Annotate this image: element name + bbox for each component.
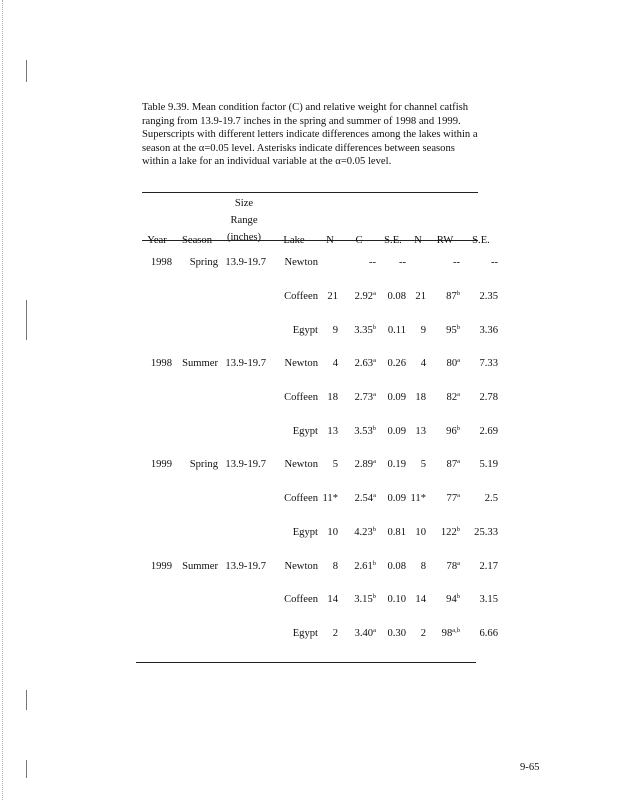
- cell-lake-value: Newton: [284, 257, 318, 269]
- cell-se-rw: [462, 617, 500, 651]
- cell-n: [320, 617, 340, 651]
- header-n-rw: N: [414, 235, 422, 246]
- cell-season: [174, 617, 220, 651]
- cell-n-rw: [408, 246, 428, 280]
- cell-season-value: Summer: [182, 358, 218, 370]
- cell-lake-value: Newton: [284, 560, 318, 572]
- cell-c-value: 3.15: [354, 594, 373, 606]
- cell-rw: [428, 549, 462, 583]
- cell-season: [174, 381, 220, 415]
- header-lake: Lake: [283, 235, 305, 246]
- cell-lake-value: Coffeen: [284, 594, 318, 606]
- cell-year: [140, 448, 174, 482]
- cell-n-value: 9: [332, 324, 338, 336]
- cell-n: [320, 583, 340, 617]
- cell-rw-value: 78: [446, 560, 458, 572]
- cell-year: [140, 313, 174, 347]
- cell-rw-value: 87: [446, 459, 458, 471]
- cell-rw: [428, 280, 462, 314]
- cell-n-value: 4: [332, 358, 338, 370]
- cell-rw-superscript: a: [457, 492, 460, 500]
- header-season: Season: [181, 235, 212, 246]
- cell-year: [140, 549, 174, 583]
- cell-rw-value: 82: [446, 392, 458, 404]
- cell-lake: [268, 347, 320, 381]
- cell-lake-value: Coffeen: [284, 493, 318, 505]
- cell-size-range: [220, 482, 268, 516]
- cell-se-rw: [462, 516, 500, 550]
- cell-c-value: 3.40: [354, 627, 374, 639]
- cell-se-rw-value: 3.15: [479, 594, 498, 606]
- cell-lake: [268, 482, 320, 516]
- cell-season: [174, 482, 220, 516]
- cell-size-range: [220, 448, 268, 482]
- cell-n: [320, 313, 340, 347]
- cell-year: [140, 381, 174, 415]
- cell-season: [174, 280, 220, 314]
- cell-se-value: --: [398, 257, 406, 269]
- cell-year: [140, 617, 174, 651]
- cell-se: [378, 414, 408, 448]
- cell-c-superscript: b: [372, 323, 376, 331]
- cell-year: [140, 347, 174, 381]
- cell-size-range: [220, 246, 268, 280]
- cell-se: [378, 549, 408, 583]
- scan-edge-tick: [26, 300, 27, 340]
- cell-n-rw-value: 10: [415, 526, 426, 538]
- cell-c: [340, 549, 378, 583]
- cell-lake: [268, 313, 320, 347]
- cell-lake: [268, 246, 320, 280]
- cell-rw-superscript: b: [456, 525, 460, 533]
- cell-c-superscript: a: [373, 626, 376, 634]
- table-row: [140, 313, 500, 347]
- cell-se-rw: [462, 313, 500, 347]
- cell-se-rw-value: 5.19: [479, 459, 498, 471]
- cell-se-rw-value: --: [490, 257, 498, 269]
- cell-se-rw-value: 7.33: [479, 358, 498, 370]
- cell-size-range: [220, 313, 268, 347]
- cell-se-rw: [462, 347, 500, 381]
- cell-n-rw: [408, 482, 428, 516]
- cell-n-rw-value: 9: [420, 324, 426, 336]
- cell-se-rw: [462, 381, 500, 415]
- cell-rw-value: 77: [446, 493, 458, 505]
- cell-lake: [268, 617, 320, 651]
- cell-se-value: 0.81: [387, 526, 406, 538]
- cell-se: [378, 280, 408, 314]
- cell-c: [340, 313, 378, 347]
- cell-c-value: 3.35: [354, 324, 373, 336]
- scan-edge-tick: [26, 60, 27, 82]
- cell-rw: [428, 313, 462, 347]
- cell-rw-value: 95: [446, 324, 457, 336]
- cell-size-range-value: 13.9-19.7: [225, 459, 266, 471]
- cell-se-value: 0.30: [387, 627, 406, 639]
- header-n: N: [326, 235, 334, 246]
- cell-rw: [428, 414, 462, 448]
- header-se-rw: S.E.: [472, 235, 490, 246]
- table-row: [140, 617, 500, 651]
- cell-year-value: 1998: [150, 257, 172, 269]
- header-year: Year: [147, 235, 167, 246]
- cell-se: [378, 516, 408, 550]
- scan-edge-tick: [26, 760, 27, 778]
- cell-se: [378, 381, 408, 415]
- cell-se-value: 0.09: [387, 392, 406, 404]
- header-size-range: Size Range (inches): [226, 198, 262, 243]
- cell-season: [174, 313, 220, 347]
- cell-size-range: [220, 381, 268, 415]
- cell-n-rw-value: 18: [415, 392, 426, 404]
- cell-lake: [268, 549, 320, 583]
- cell-lake-value: Egypt: [292, 425, 318, 437]
- cell-size-range: [220, 617, 268, 651]
- cell-rw-value: 87: [446, 291, 457, 303]
- cell-size-range: [220, 280, 268, 314]
- cell-size-range: [220, 549, 268, 583]
- table-row: [140, 381, 500, 415]
- cell-n: [320, 414, 340, 448]
- cell-year: [140, 482, 174, 516]
- cell-season: [174, 583, 220, 617]
- table-body: [140, 246, 500, 650]
- cell-rw-superscript: b: [456, 323, 460, 331]
- cell-rw-superscript: b: [456, 424, 460, 432]
- cell-n-rw: [408, 313, 428, 347]
- cell-c-value: 4.23: [354, 526, 373, 538]
- header-rw: RW: [436, 235, 454, 246]
- cell-rw: [428, 246, 462, 280]
- cell-lake: [268, 381, 320, 415]
- cell-c-superscript: a: [373, 492, 376, 500]
- cell-n: [320, 246, 340, 280]
- cell-n: [320, 280, 340, 314]
- cell-se-rw-value: 6.66: [479, 627, 498, 639]
- header-se: S.E.: [384, 235, 402, 246]
- cell-se-rw-value: 2.17: [479, 560, 498, 572]
- cell-rw: [428, 617, 462, 651]
- cell-rw-superscript: a: [457, 559, 460, 567]
- cell-c-value: 2.89: [354, 459, 374, 471]
- cell-n-value: 18: [327, 392, 338, 404]
- cell-c-superscript: b: [372, 424, 376, 432]
- cell-n-rw: [408, 381, 428, 415]
- cell-n-rw: [408, 617, 428, 651]
- cell-rw-value: 94: [446, 594, 457, 606]
- cell-n-rw-value: 13: [415, 425, 426, 437]
- cell-c-value: 2.73: [354, 392, 374, 404]
- cell-season: [174, 448, 220, 482]
- cell-c: [340, 347, 378, 381]
- cell-c-value: --: [368, 257, 376, 269]
- cell-year-value: 1999: [150, 560, 172, 572]
- cell-lake: [268, 280, 320, 314]
- cell-se-value: 0.09: [387, 493, 406, 505]
- cell-lake: [268, 583, 320, 617]
- cell-c: [340, 414, 378, 448]
- table-row: [140, 482, 500, 516]
- cell-n-rw-value: 5: [420, 459, 426, 471]
- cell-season: [174, 516, 220, 550]
- cell-c-superscript: a: [373, 458, 376, 466]
- cell-lake-value: Egypt: [292, 324, 318, 336]
- cell-n: [320, 549, 340, 583]
- cell-season: [174, 549, 220, 583]
- cell-c: [340, 280, 378, 314]
- table-header-row: [140, 195, 500, 246]
- cell-c-superscript: a: [373, 290, 376, 298]
- cell-se-rw: [462, 549, 500, 583]
- cell-se-rw-value: 2.35: [479, 291, 498, 303]
- cell-size-range: [220, 583, 268, 617]
- cell-n-rw: [408, 583, 428, 617]
- cell-se-rw: [462, 583, 500, 617]
- cell-rw: [428, 448, 462, 482]
- cell-n-rw: [408, 280, 428, 314]
- cell-lake-value: Egypt: [292, 526, 318, 538]
- cell-se-rw-value: 2.5: [484, 493, 498, 505]
- cell-year: [140, 280, 174, 314]
- cell-rw-value: --: [452, 257, 460, 269]
- cell-rw: [428, 347, 462, 381]
- cell-year: [140, 414, 174, 448]
- table-row: [140, 516, 500, 550]
- cell-size-range-value: 13.9-19.7: [225, 560, 266, 572]
- cell-se-value: 0.08: [387, 291, 406, 303]
- cell-se: [378, 617, 408, 651]
- cell-se-rw: [462, 482, 500, 516]
- cell-rw-value: 96: [446, 425, 457, 437]
- table-row: [140, 549, 500, 583]
- header-c: C: [355, 235, 363, 246]
- cell-year: [140, 516, 174, 550]
- cell-lake-value: Egypt: [292, 627, 318, 639]
- cell-se-rw: [462, 414, 500, 448]
- cell-se: [378, 246, 408, 280]
- cell-c-superscript: b: [372, 559, 376, 567]
- cell-season-value: Spring: [189, 257, 218, 269]
- cell-se: [378, 313, 408, 347]
- cell-c-value: 2.63: [354, 358, 374, 370]
- page-number: 9-65: [520, 762, 540, 773]
- cell-c-superscript: a: [373, 357, 376, 365]
- cell-c-value: 2.92: [354, 291, 374, 303]
- cell-season-value: Spring: [189, 459, 218, 471]
- cell-lake-value: Newton: [284, 459, 318, 471]
- cell-se: [378, 448, 408, 482]
- cell-n-rw: [408, 516, 428, 550]
- cell-season: [174, 347, 220, 381]
- scan-edge-marks: [2, 0, 11, 800]
- cell-n-value: 11*: [322, 493, 338, 505]
- cell-n-value: 14: [327, 594, 338, 606]
- cell-se-rw: [462, 448, 500, 482]
- cell-n-rw-value: 11*: [410, 493, 426, 505]
- cell-n-value: 13: [327, 425, 338, 437]
- cell-size-range: [220, 414, 268, 448]
- cell-se-value: 0.11: [387, 324, 406, 336]
- cell-se-rw-value: 2.78: [479, 392, 498, 404]
- cell-se: [378, 347, 408, 381]
- cell-lake-value: Coffeen: [284, 392, 318, 404]
- table-row: [140, 246, 500, 280]
- cell-n-value: 8: [332, 560, 338, 572]
- cell-c: [340, 381, 378, 415]
- cell-rw-superscript: a: [457, 391, 460, 399]
- cell-n-rw-value: 2: [420, 627, 426, 639]
- cell-season-value: Summer: [182, 560, 218, 572]
- cell-se-rw-value: 3.36: [479, 324, 498, 336]
- cell-c: [340, 617, 378, 651]
- cell-lake-value: Newton: [284, 358, 318, 370]
- cell-rw-superscript: b: [456, 593, 460, 601]
- cell-lake: [268, 448, 320, 482]
- cell-rw-superscript: a,b: [452, 626, 460, 634]
- cell-season: [174, 246, 220, 280]
- cell-n-rw: [408, 549, 428, 583]
- cell-c-superscript: a: [373, 391, 376, 399]
- table-row: [140, 448, 500, 482]
- table-bottom-rule: [136, 662, 476, 663]
- cell-c: [340, 583, 378, 617]
- cell-rw-superscript: a: [457, 458, 460, 466]
- cell-c-value: 2.54: [354, 493, 374, 505]
- cell-size-range-value: 13.9-19.7: [225, 257, 266, 269]
- cell-se-rw: [462, 246, 500, 280]
- cell-n: [320, 482, 340, 516]
- scan-edge-tick: [26, 690, 27, 710]
- cell-lake: [268, 414, 320, 448]
- cell-n-rw-value: 14: [415, 594, 426, 606]
- data-table: [140, 195, 500, 650]
- cell-rw: [428, 482, 462, 516]
- cell-year-value: 1998: [150, 358, 172, 370]
- cell-rw: [428, 381, 462, 415]
- cell-se-value: 0.10: [387, 594, 406, 606]
- cell-se-rw-value: 25.33: [474, 526, 498, 538]
- cell-se-value: 0.08: [387, 560, 406, 572]
- cell-se: [378, 482, 408, 516]
- cell-n: [320, 381, 340, 415]
- cell-n: [320, 448, 340, 482]
- cell-rw-value: 98: [441, 627, 453, 639]
- cell-size-range-value: 13.9-19.7: [225, 358, 266, 370]
- cell-rw-superscript: a: [457, 357, 460, 365]
- cell-c-superscript: b: [372, 525, 376, 533]
- cell-n-rw: [408, 448, 428, 482]
- cell-size-range: [220, 516, 268, 550]
- cell-rw-superscript: b: [456, 290, 460, 298]
- table-row: [140, 280, 500, 314]
- cell-rw-value: 80: [446, 358, 458, 370]
- table-row: [140, 347, 500, 381]
- cell-c: [340, 448, 378, 482]
- cell-season: [174, 414, 220, 448]
- cell-n: [320, 516, 340, 550]
- cell-se-rw: [462, 280, 500, 314]
- cell-c-superscript: b: [372, 593, 376, 601]
- cell-rw: [428, 583, 462, 617]
- cell-rw-value: 122: [440, 526, 457, 538]
- table-top-rule: [142, 192, 478, 193]
- cell-n-rw: [408, 347, 428, 381]
- cell-rw: [428, 516, 462, 550]
- cell-n-value: 5: [332, 459, 338, 471]
- cell-n-rw-value: 21: [415, 291, 426, 303]
- cell-n-value: 2: [332, 627, 338, 639]
- cell-n: [320, 347, 340, 381]
- cell-n-rw-value: 4: [420, 358, 426, 370]
- cell-c-value: 2.61: [354, 560, 373, 572]
- cell-lake: [268, 516, 320, 550]
- cell-size-range: [220, 347, 268, 381]
- cell-c: [340, 246, 378, 280]
- cell-n-rw: [408, 414, 428, 448]
- cell-lake-value: Coffeen: [284, 291, 318, 303]
- cell-n-value: 21: [327, 291, 338, 303]
- cell-c: [340, 516, 378, 550]
- cell-se-value: 0.19: [387, 459, 406, 471]
- cell-se-rw-value: 2.69: [479, 425, 498, 437]
- cell-se-value: 0.26: [387, 358, 406, 370]
- table-row: [140, 414, 500, 448]
- cell-n-value: 10: [327, 526, 338, 538]
- cell-year: [140, 246, 174, 280]
- table-row: [140, 583, 500, 617]
- cell-n-rw-value: 8: [420, 560, 426, 572]
- cell-c-value: 3.53: [354, 425, 373, 437]
- cell-c: [340, 482, 378, 516]
- cell-se: [378, 583, 408, 617]
- cell-year: [140, 583, 174, 617]
- cell-year-value: 1999: [150, 459, 172, 471]
- table-caption: Table 9.39. Mean condition factor (C) and relative weight for channel catfish ranging from 13.9-19.7 inches in the spring and summer of 1998 and 1999. Superscripts with different letters indicate differences among the lakes within a season at the α=0.05 level. Asterisks indicate differences between seasons within a lake for an individual variable at the α=0.05 level.: [142, 102, 478, 168]
- cell-se-value: 0.09: [387, 425, 406, 437]
